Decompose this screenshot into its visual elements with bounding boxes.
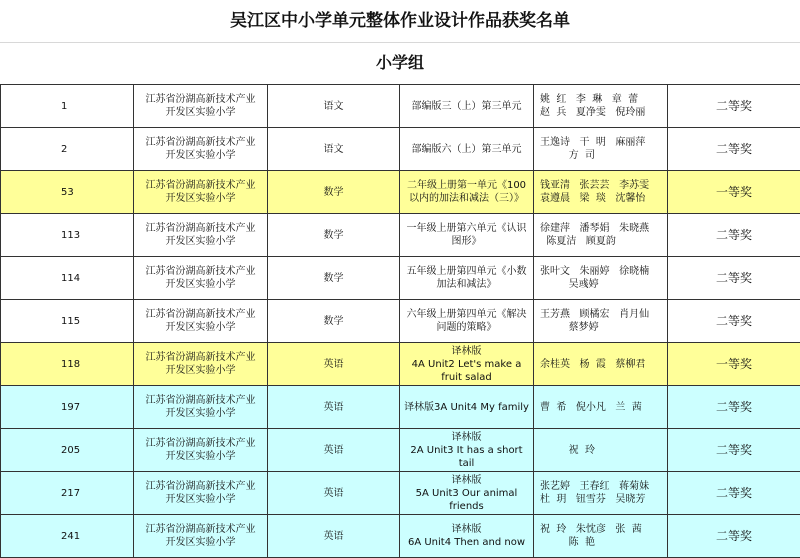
work-title: 一年级上册第六单元《认识图形》 [400, 214, 534, 257]
school-name: 江苏省汾湖高新技术产业开发区实验小学 [134, 515, 268, 558]
award-level: 二等奖 [668, 257, 800, 300]
award-level: 二等奖 [668, 429, 800, 472]
work-title: 部编版六（上）第三单元 [400, 128, 534, 171]
work-title: 译林版 2A Unit3 It has a short tail [400, 429, 534, 472]
work-title: 译林版3A Unit4 My family [400, 386, 534, 429]
row-number: 114 [1, 257, 134, 300]
award-level: 二等奖 [668, 128, 800, 171]
award-level: 二等奖 [668, 515, 800, 558]
subject: 语文 [268, 85, 400, 128]
table-row [1, 300, 800, 343]
award-level: 二等奖 [668, 472, 800, 515]
award-level: 二等奖 [668, 214, 800, 257]
row-number: 217 [1, 472, 134, 515]
row-number: 115 [1, 300, 134, 343]
authors: 余桂英 杨 霞 蔡柳君 [534, 343, 668, 386]
work-title: 译林版 4A Unit2 Let's make a fruit salad [400, 343, 534, 386]
subject: 英语 [268, 386, 400, 429]
subject: 英语 [268, 472, 400, 515]
award-level: 二等奖 [668, 386, 800, 429]
school-name: 江苏省汾湖高新技术产业开发区实验小学 [134, 214, 268, 257]
table-row [1, 429, 800, 472]
table-row [1, 214, 800, 257]
table-row [1, 257, 800, 300]
row-number: 205 [1, 429, 134, 472]
school-name: 江苏省汾湖高新技术产业开发区实验小学 [134, 343, 268, 386]
award-level: 一等奖 [668, 171, 800, 214]
row-number: 113 [1, 214, 134, 257]
subject: 数学 [268, 300, 400, 343]
row-number: 118 [1, 343, 134, 386]
subject: 语文 [268, 128, 400, 171]
school-name: 江苏省汾湖高新技术产业开发区实验小学 [134, 128, 268, 171]
table-row [1, 85, 800, 128]
authors: 曹 希 倪小凡 兰 茜 [534, 386, 668, 429]
row-number: 1 [1, 85, 134, 128]
school-name: 江苏省汾湖高新技术产业开发区实验小学 [134, 171, 268, 214]
row-number: 2 [1, 128, 134, 171]
award-table [0, 84, 800, 558]
subject: 数学 [268, 257, 400, 300]
authors: 张叶文 朱丽婷 徐晓楠 吴彧婷 [534, 257, 668, 300]
table-row [1, 472, 800, 515]
work-title: 译林版 5A Unit3 Our animal friends [400, 472, 534, 515]
table-row [1, 386, 800, 429]
authors: 祝 玲 朱忱彦 张 茜 陈 艳 [534, 515, 668, 558]
page-title: 吴江区中小学单元整体作业设计作品获奖名单 [0, 0, 800, 43]
authors: 王芳燕 顾橘宏 肖月仙 蔡梦婷 [534, 300, 668, 343]
school-name: 江苏省汾湖高新技术产业开发区实验小学 [134, 257, 268, 300]
table-row [1, 128, 800, 171]
award-table-body [1, 85, 800, 558]
school-name: 江苏省汾湖高新技术产业开发区实验小学 [134, 429, 268, 472]
school-name: 江苏省汾湖高新技术产业开发区实验小学 [134, 386, 268, 429]
work-title: 部编版三（上）第三单元 [400, 85, 534, 128]
school-name: 江苏省汾湖高新技术产业开发区实验小学 [134, 300, 268, 343]
group-heading: 小学组 [0, 42, 800, 85]
award-level: 一等奖 [668, 343, 800, 386]
row-number: 241 [1, 515, 134, 558]
subject: 英语 [268, 515, 400, 558]
table-row [1, 171, 800, 214]
authors: 钱亚清 张芸芸 李苏雯 袁遵晨 梁 琰 沈馨怡 [534, 171, 668, 214]
subject: 数学 [268, 171, 400, 214]
table-row [1, 343, 800, 386]
authors: 祝 玲 [534, 429, 668, 472]
school-name: 江苏省汾湖高新技术产业开发区实验小学 [134, 472, 268, 515]
row-number: 197 [1, 386, 134, 429]
subject: 英语 [268, 429, 400, 472]
authors: 张艺婷 王春红 蒋菊妹 杜 玥 钮雪芬 吴晓芳 [534, 472, 668, 515]
work-title: 六年级上册第四单元《解决问题的策略》 [400, 300, 534, 343]
work-title: 二年级上册第一单元《100以内的加法和减法（三）》 [400, 171, 534, 214]
work-title: 五年级上册第四单元《小数加法和减法》 [400, 257, 534, 300]
work-title: 译林版 6A Unit4 Then and now [400, 515, 534, 558]
award-level: 二等奖 [668, 300, 800, 343]
authors: 徐建萍 潘琴娟 朱晓燕 陈夏洁 顾夏韵 [534, 214, 668, 257]
table-row [1, 515, 800, 558]
authors: 姚 红 李 琳 章 蕾 赵 兵 夏净雯 倪玲丽 [534, 85, 668, 128]
subject: 数学 [268, 214, 400, 257]
row-number: 53 [1, 171, 134, 214]
award-level: 二等奖 [668, 85, 800, 128]
subject: 英语 [268, 343, 400, 386]
school-name: 江苏省汾湖高新技术产业开发区实验小学 [134, 85, 268, 128]
authors: 王逸诗 干 明 麻丽萍 方 司 [534, 128, 668, 171]
